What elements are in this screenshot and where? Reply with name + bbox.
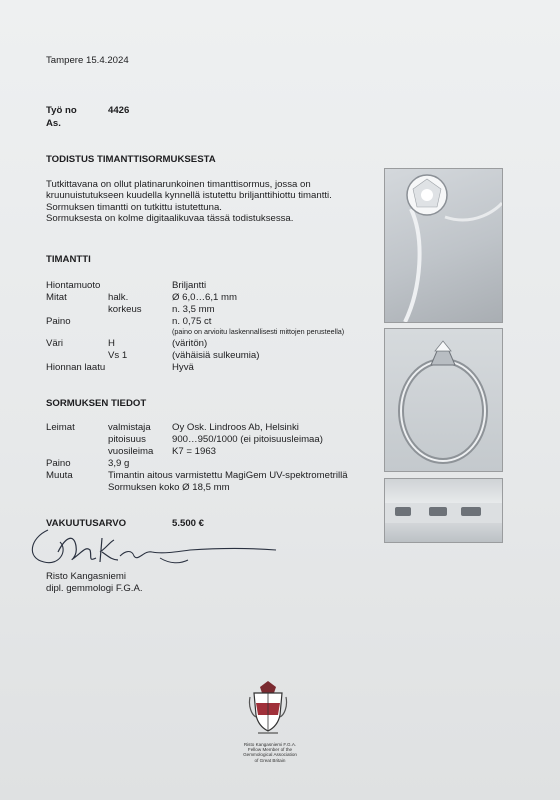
ring-heading: SORMUKSEN TIEDOT: [46, 398, 147, 409]
purity-label: pitoisuus: [108, 434, 146, 445]
cut-value: Briljantti: [172, 280, 207, 291]
photo-hallmarks: [384, 478, 503, 543]
customer-label: As.: [46, 118, 61, 129]
clarity-desc: (vähäisiä sulkeumia): [172, 350, 260, 361]
dims-label: Mitat: [46, 292, 67, 303]
intro-line: kruunuistutukseen kuudella kynnellä istutettu briljanttihiottu timantti.: [46, 190, 332, 202]
other-line-1: Timantin aitous varmistettu MagiGem UV-spektrometrillä: [108, 470, 348, 481]
fga-caption-line: Risto Kangasniemi F.G.A.: [243, 742, 297, 747]
intro-paragraph: [46, 179, 376, 225]
color-desc: (väritön): [172, 338, 208, 349]
polish-label: Hionnan laatu: [46, 362, 106, 373]
diamond-heading: TIMANTTI: [46, 254, 91, 265]
weight-note: (paino on arvioitu laskennallisesti mittojen perusteella): [172, 327, 345, 336]
photo-ring-side: [384, 328, 503, 472]
marks-label: Leimat: [46, 422, 75, 433]
other-line-2: Sormuksen koko Ø 18,5 mm: [108, 482, 230, 493]
intro-line: Tutkittavana on ollut platinarunkoinen timanttisormus, jossa on: [46, 179, 311, 190]
fga-caption-line: Fellow Member of the: [247, 747, 293, 753]
fga-caption: [230, 742, 310, 763]
maker-value: Oy Osk. Lindroos Ab, Helsinki: [172, 422, 299, 433]
weight-value: n. 0,75 ct: [172, 316, 212, 327]
work-no: 4426: [108, 105, 130, 116]
intro-line: Sormuksen timantti on tutkittu istutettuna.: [46, 201, 222, 213]
purity-value: 900…950/1000 (ei pitoisuusleimaa): [172, 434, 323, 445]
year-value: K7 = 1963: [172, 446, 217, 457]
valuation-value: 5.500 €: [172, 518, 205, 529]
height-value: n. 3,5 mm: [172, 304, 215, 315]
photo-diamond-top: [384, 168, 503, 323]
fga-caption-line: of Great Britain: [254, 757, 286, 763]
ring-weight-label: Paino: [46, 458, 71, 469]
fga-crest-logo: [248, 679, 288, 739]
place-date: Tampere 15.4.2024: [46, 55, 129, 66]
clarity-grade: Vs 1: [108, 350, 128, 361]
year-label: vuosileima: [108, 446, 154, 457]
ring-weight-value: 3,9 g: [108, 458, 130, 469]
color-grade: H: [108, 338, 115, 349]
cut-label: Hiontamuoto: [46, 280, 101, 291]
diameter-label: halk.: [108, 292, 129, 303]
diameter-value: Ø 6,0…6,1 mm: [172, 292, 238, 303]
ring-side-image: [385, 329, 502, 471]
color-label: Väri: [46, 338, 64, 349]
signatory-title: dipl. gemmologi F.G.A.: [46, 583, 143, 594]
fga-caption-line: Gemmological Association: [243, 752, 297, 758]
valuation-label: VAKUUTUSARVO: [46, 518, 127, 529]
polish-value: Hyvä: [172, 362, 194, 373]
hallmarks-image: [385, 479, 502, 542]
work-no-label: Työ no: [46, 105, 77, 116]
certificate-title: TODISTUS TIMANTTISORMUKSESTA: [46, 154, 216, 165]
height-label: korkeus: [108, 304, 142, 315]
diamond-top-image: [385, 169, 502, 322]
other-label: Muuta: [46, 470, 73, 481]
signatory-name: Risto Kangasniemi: [46, 571, 126, 582]
weight-label: Paino: [46, 316, 71, 327]
maker-label: valmistaja: [108, 422, 151, 433]
intro-line: Sormuksesta on kolme digitaalikuvaa tässä todistuksessa.: [46, 213, 294, 225]
